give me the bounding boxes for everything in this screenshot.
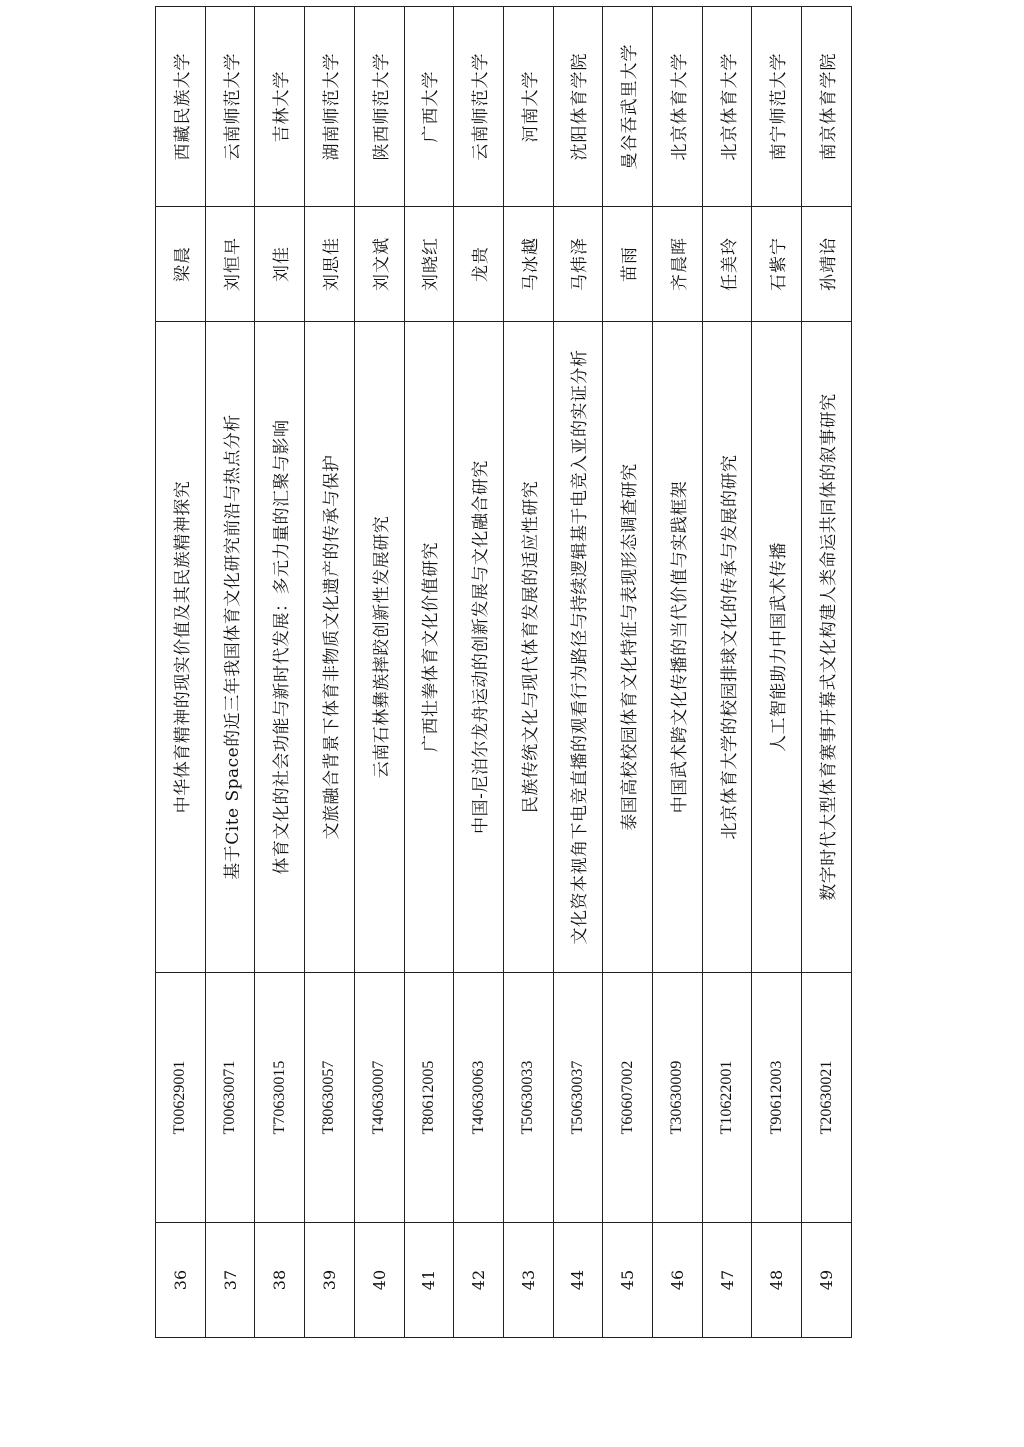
table-row: [156, 7, 206, 1338]
table-row: [752, 7, 802, 1338]
paper-title: 基于Cite Space的近三年我国体育文化研究前沿与热点分析: [205, 322, 255, 973]
paper-title: 泰国高校校园体育文化特征与表现形态调查研究: [603, 322, 653, 973]
paper-title: 北京体育大学的校园排球文化的传承与发展的研究: [702, 322, 752, 973]
row-number: 48: [752, 1223, 802, 1338]
author-name: 刘佳: [255, 207, 305, 322]
institution: 南宁师范大学: [752, 7, 802, 207]
paper-code: T30630009: [653, 973, 703, 1223]
author-name: 马冰越: [503, 207, 553, 322]
paper-code: T00629001: [156, 973, 206, 1223]
institution: 西藏民族大学: [156, 7, 206, 207]
row-number: 49: [802, 1223, 852, 1338]
institution: 北京体育大学: [702, 7, 752, 207]
table-body: [156, 7, 852, 1338]
paper-code: T80612005: [404, 973, 454, 1223]
institution: 陕西师范大学: [354, 7, 404, 207]
paper-title: 民族传统文化与现代体育发展的适应性研究: [503, 322, 553, 973]
paper-title: 文旅融合背景下体育非物质文化遗产的传承与保护: [305, 322, 355, 973]
author-name: 龙贵: [454, 207, 504, 322]
paper-title: 中华体育精神的现实价值及其民族精神探究: [156, 322, 206, 973]
paper-code: T20630021: [802, 973, 852, 1223]
author-name: 刘思佳: [305, 207, 355, 322]
row-number: 42: [454, 1223, 504, 1338]
paper-code: T10622001: [702, 973, 752, 1223]
table-row: [802, 7, 852, 1338]
row-number: 47: [702, 1223, 752, 1338]
institution: 曼谷吞武里大学: [603, 7, 653, 207]
rotated-table-container: [155, 7, 852, 1338]
author-name: 梁晨: [156, 207, 206, 322]
author-name: 刘晓红: [404, 207, 454, 322]
institution: 沈阳体育学院: [553, 7, 603, 207]
author-name: 任美玲: [702, 207, 752, 322]
paper-code: T70630015: [255, 973, 305, 1223]
row-number: 45: [603, 1223, 653, 1338]
table-row: [702, 7, 752, 1338]
author-name: 齐晨晖: [653, 207, 703, 322]
paper-title: 云南石林彝族摔跤创新性发展研究: [354, 322, 404, 973]
row-number: 39: [305, 1223, 355, 1338]
row-number: 43: [503, 1223, 553, 1338]
row-number: 44: [553, 1223, 603, 1338]
table-row: [653, 7, 703, 1338]
paper-title: 体育文化的社会功能与新时代发展：多元力量的汇聚与影响: [255, 322, 305, 973]
table-row: [503, 7, 553, 1338]
author-name: 苗雨: [603, 207, 653, 322]
row-number: 36: [156, 1223, 206, 1338]
institution: 湖南师范大学: [305, 7, 355, 207]
author-name: 石紫宁: [752, 207, 802, 322]
institution: 云南师范大学: [205, 7, 255, 207]
row-number: 46: [653, 1223, 703, 1338]
institution: 南京体育学院: [802, 7, 852, 207]
paper-title: 人工智能助力中国武术传播: [752, 322, 802, 973]
table-row: [205, 7, 255, 1338]
paper-code: T40630007: [354, 973, 404, 1223]
institution: 广西大学: [404, 7, 454, 207]
institution: 北京体育大学: [653, 7, 703, 207]
paper-code: T60607002: [603, 973, 653, 1223]
paper-title: 数字时代大型体育赛事开幕式文化构建人类命运共同体的叙事研究: [802, 322, 852, 973]
paper-code: T90612003: [752, 973, 802, 1223]
table-row: [454, 7, 504, 1338]
table-row: [305, 7, 355, 1338]
table-row: [255, 7, 305, 1338]
table-row: [603, 7, 653, 1338]
row-number: 41: [404, 1223, 454, 1338]
author-name: 刘文斌: [354, 207, 404, 322]
institution: 云南师范大学: [454, 7, 504, 207]
paper-code: T40630063: [454, 973, 504, 1223]
institution: 河南大学: [503, 7, 553, 207]
institution: 吉林大学: [255, 7, 305, 207]
table-row: [553, 7, 603, 1338]
paper-list-table: [155, 6, 852, 1338]
table-row: [404, 7, 454, 1338]
row-number: 40: [354, 1223, 404, 1338]
paper-title: 中国-尼泊尔龙舟运动的创新发展与文化融合研究: [454, 322, 504, 973]
author-name: 刘恒早: [205, 207, 255, 322]
row-number: 37: [205, 1223, 255, 1338]
paper-code: T80630057: [305, 973, 355, 1223]
author-name: 孙靖诒: [802, 207, 852, 322]
paper-title: 文化资本视角下电竞直播的观看行为路径与持续逻辑基于电竞入亚的实证分析: [553, 322, 603, 973]
paper-code: T50630033: [503, 973, 553, 1223]
paper-code: T00630071: [205, 973, 255, 1223]
row-number: 38: [255, 1223, 305, 1338]
author-name: 马炜泽: [553, 207, 603, 322]
paper-title: 中国武术跨文化传播的当代价值与实践框架: [653, 322, 703, 973]
table-row: [354, 7, 404, 1338]
paper-title: 广西壮拳体育文化价值研究: [404, 322, 454, 973]
paper-code: T50630037: [553, 973, 603, 1223]
